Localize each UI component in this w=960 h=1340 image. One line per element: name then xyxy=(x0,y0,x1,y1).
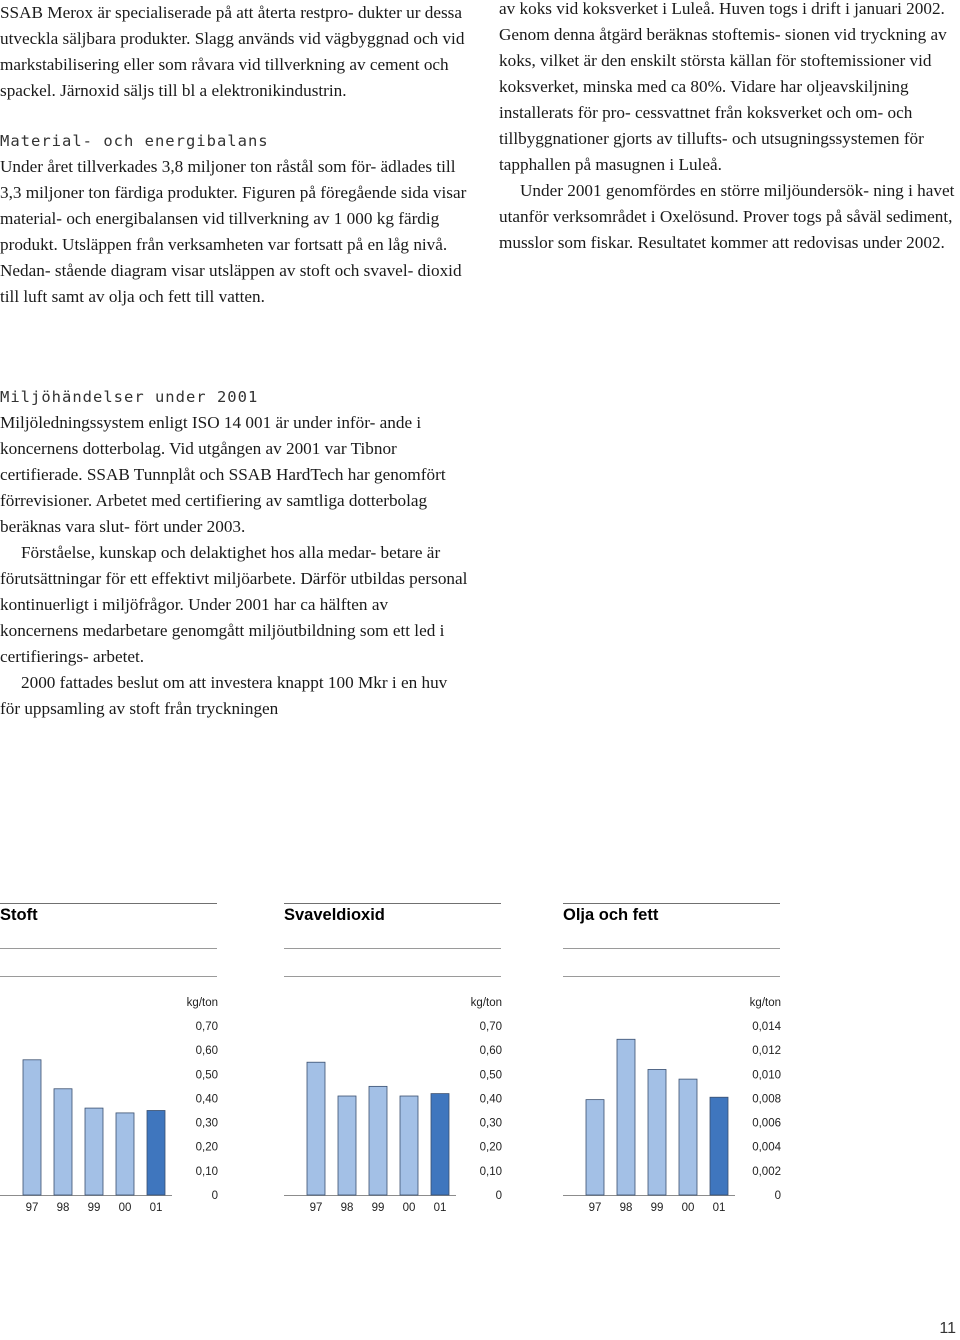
y-tick-label-stoft: 0,50 xyxy=(195,1069,218,1082)
y-tick-label-svaveldioxid: 0,50 xyxy=(479,1069,502,1082)
chart-title-stoft: Stoft xyxy=(0,906,38,924)
bar-svaveldioxid-97 xyxy=(307,1062,325,1195)
right-paragraph-2: Under 2001 genomfördes en större miljöundersök- ning i havet utanför verksområdet i Oxelösund. Prover togs på såväl sediment, musslor som fiskar. Resultatet kommer att redovisas under 2002. xyxy=(499,181,955,252)
y-tick-label-svaveldioxid: 0,20 xyxy=(479,1141,502,1154)
section-heading-material-energy: Material- och energibalans xyxy=(0,132,269,150)
y-tick-label-olja-fett: 0,012 xyxy=(752,1045,781,1058)
x-tick-label-olja-fett: 01 xyxy=(712,1202,726,1214)
unit-label-svaveldioxid: kg/ton xyxy=(470,997,502,1009)
bar-svaveldioxid-99 xyxy=(369,1086,387,1195)
y-tick-label-stoft: 0,60 xyxy=(195,1045,218,1058)
y-tick-label-olja-fett: 0,014 xyxy=(752,1021,781,1033)
y-tick-label-stoft: 0,70 xyxy=(195,1021,218,1033)
x-tick-label-svaveldioxid: 01 xyxy=(433,1202,447,1214)
right-paragraph-1: av koks vid koksverket i Luleå. Huven togs i drift i januari 2002. Genom denna åtgärd beräknas stoftemis- sionen vid tryckning av koks, vilket är den enskilt största källan för stoftemissioner vid koksverket, minska med ca 80%. Vidare har oljeavskiljning installerats för pro- cessvattnet från koksverket och om- och tillbyggnationer gjorts av tillufts- och utsugningssystemen för tapphallen på masugnen i Luleå. xyxy=(499,0,947,174)
y-tick-label-stoft: 0,20 xyxy=(195,1141,218,1154)
events-paragraph-2: Förståelse, kunskap och delaktighet hos alla medar- betare är förutsättningar för ett effektivt miljöarbete. Därför utbildas personal kontinuerligt i miljöfrågor. Under 2001 har ca hälften av koncernens medarbetare genomgått miljöutbildning som ett led i certifierings- arbetet. xyxy=(0,543,468,666)
bar-stoft-99 xyxy=(85,1108,103,1195)
x-tick-label-svaveldioxid: 97 xyxy=(309,1202,323,1214)
y-tick-label-svaveldioxid: 0,10 xyxy=(479,1165,502,1178)
bar-stoft-98 xyxy=(54,1089,72,1195)
events-paragraph-3: 2000 fattades beslut om att investera knappt 100 Mkr i en huv för uppsamling av stoft från tryckningen xyxy=(0,673,448,718)
y-tick-label-olja-fett: 0 xyxy=(774,1190,781,1202)
y-tick-label-stoft: 0 xyxy=(211,1190,218,1202)
x-tick-label-svaveldioxid: 98 xyxy=(340,1202,354,1214)
x-tick-label-stoft: 99 xyxy=(87,1202,101,1214)
x-tick-label-olja-fett: 98 xyxy=(619,1202,633,1214)
bar-stoft-00 xyxy=(116,1113,134,1195)
y-tick-label-stoft: 0,40 xyxy=(195,1093,218,1106)
y-tick-label-svaveldioxid: 0,70 xyxy=(479,1021,502,1033)
y-tick-label-svaveldioxid: 0,40 xyxy=(479,1093,502,1106)
balance-paragraph: Under året tillverkades 3,8 miljoner ton råstål som för- ädlades till 3,3 miljoner ton färdiga produkter. Figuren på föregående sida visar material- och energibalansen vid tillverkning av 1 000 kg färdig produkt. Utsläppen från verksamheten var fortsatt på en låg nivå. Nedan- stående diagram visar utsläppen av stoft och svavel- dioxid till luft samt av olja och fett till vatten. xyxy=(0,157,467,306)
page-number: 11 xyxy=(939,1320,956,1337)
events-paragraph-1: Miljöledningssystem enligt ISO 14 001 är under inför- ande i koncernens dotterbolag. Vid utgången av 2001 var Tibnor certifierade. SSAB Tunnplåt och SSAB HardTech har genomfört förrevisioner. Arbetet med certifiering av samtliga dotterbolag beräknas vara slut- fört under 2003. xyxy=(0,413,446,536)
y-tick-label-stoft: 0,30 xyxy=(195,1117,218,1130)
bar-svaveldioxid-01 xyxy=(431,1094,449,1195)
y-tick-label-olja-fett: 0,004 xyxy=(752,1141,781,1154)
unit-label-stoft: kg/ton xyxy=(186,997,218,1009)
y-tick-label-olja-fett: 0,002 xyxy=(752,1165,781,1178)
x-tick-label-olja-fett: 97 xyxy=(588,1202,602,1214)
x-tick-label-stoft: 00 xyxy=(118,1202,132,1214)
y-tick-label-svaveldioxid: 0 xyxy=(495,1190,502,1202)
bar-stoft-01 xyxy=(147,1111,165,1196)
y-tick-label-svaveldioxid: 0,60 xyxy=(479,1045,502,1058)
y-tick-label-stoft: 0,10 xyxy=(195,1165,218,1178)
x-tick-label-olja-fett: 99 xyxy=(650,1202,664,1214)
x-tick-label-stoft: 01 xyxy=(149,1202,163,1214)
x-tick-label-olja-fett: 00 xyxy=(681,1202,695,1214)
bar-olja-fett-99 xyxy=(648,1069,666,1195)
y-tick-label-olja-fett: 0,010 xyxy=(752,1069,781,1082)
bar-stoft-97 xyxy=(23,1060,41,1195)
y-tick-label-olja-fett: 0,006 xyxy=(752,1117,781,1130)
bar-olja-fett-00 xyxy=(679,1079,697,1195)
x-tick-label-svaveldioxid: 99 xyxy=(371,1202,385,1214)
x-tick-label-stoft: 97 xyxy=(25,1202,39,1214)
bar-olja-fett-98 xyxy=(617,1039,635,1195)
unit-label-olja-fett: kg/ton xyxy=(749,997,781,1009)
y-tick-label-svaveldioxid: 0,30 xyxy=(479,1117,502,1130)
bar-olja-fett-01 xyxy=(710,1097,728,1195)
bar-svaveldioxid-00 xyxy=(400,1096,418,1195)
chart-title-olja-fett: Olja och fett xyxy=(563,906,659,924)
bar-olja-fett-97 xyxy=(586,1100,604,1195)
bar-svaveldioxid-98 xyxy=(338,1096,356,1195)
y-tick-label-olja-fett: 0,008 xyxy=(752,1093,781,1106)
x-tick-label-svaveldioxid: 00 xyxy=(402,1202,416,1214)
x-tick-label-stoft: 98 xyxy=(56,1202,70,1214)
chart-title-svaveldioxid: Svaveldioxid xyxy=(284,906,385,924)
intro-paragraph: SSAB Merox är specialiserade på att återta restpro- dukter ur dessa utveckla säljbara produkter. Slagg används vid vägbyggnad och vid markstabilisering eller som råvara vid tillverkning av cement och spackel. Järnoxid säljs till bl a elektronikindustrin. xyxy=(0,3,465,100)
section-heading-events-2001: Miljöhändelser under 2001 xyxy=(0,388,259,406)
